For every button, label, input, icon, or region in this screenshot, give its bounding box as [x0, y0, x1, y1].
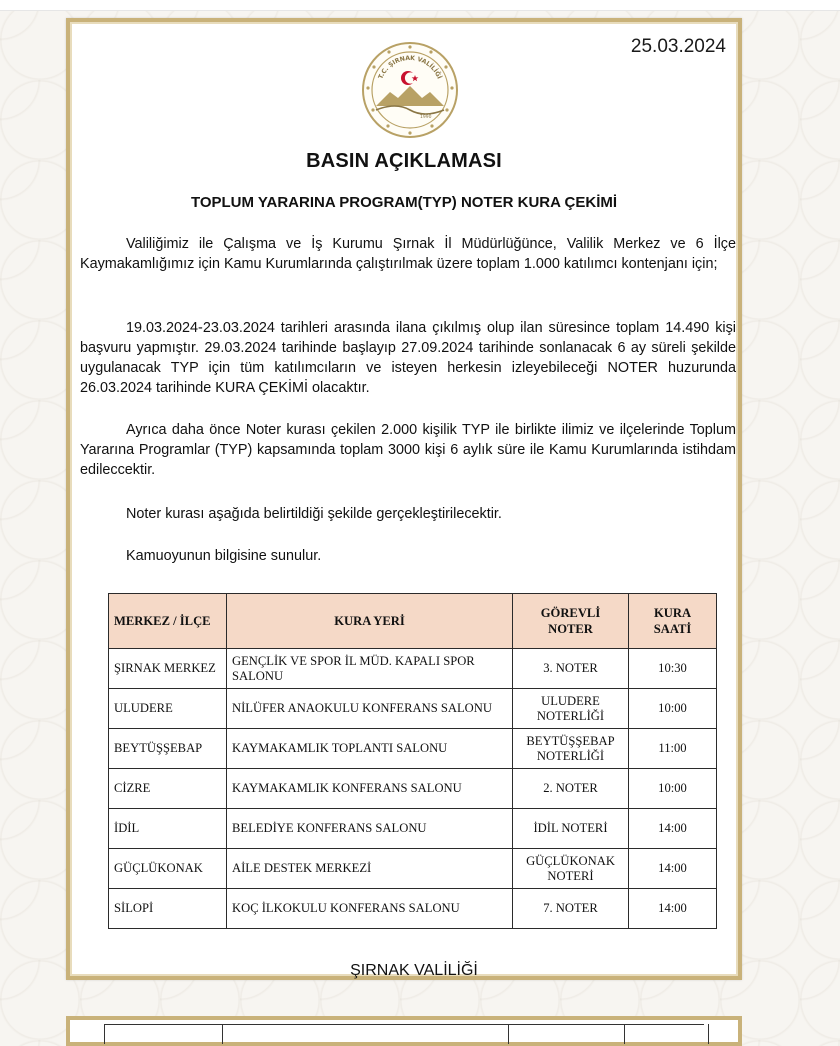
cell-location: NİLÜFER ANAOKULU KONFERANS SALONU	[227, 689, 513, 729]
cell-time: 11:00	[629, 729, 717, 769]
cell-location: BELEDİYE KONFERANS SALONU	[227, 809, 513, 849]
cell-time: 10:00	[629, 689, 717, 729]
table-row	[109, 809, 717, 849]
cell-location: KAYMAKAMLIK TOPLANTI SALONU	[227, 729, 513, 769]
press-release-document	[66, 18, 742, 980]
cell-district: ŞIRNAK MERKEZ	[109, 649, 227, 689]
lottery-schedule-table	[108, 593, 717, 929]
table-row	[109, 729, 717, 769]
cell-district: SİLOPİ	[109, 889, 227, 929]
table-row	[109, 769, 717, 809]
cell-district: CİZRE	[109, 769, 227, 809]
paragraph-previous-lottery: Ayrıca daha önce Noter kurası çekilen 2.000 kişilik TYP ile birlikte ilimiz ve ilçelerinde Toplum Yararına Programlar (TYP) kapsamında toplam 3000 kişi 6 aylık süre ile Kamu Kurumlarında istihdam edileccektir.	[80, 422, 736, 478]
browser-top-bar	[0, 0, 840, 11]
table-row	[109, 649, 717, 689]
cell-location: KAYMAKAMLIK KONFERANS SALONU	[227, 769, 513, 809]
cell-time: 10:30	[629, 649, 717, 689]
table-row	[109, 849, 717, 889]
cell-notary: ULUDERE NOTERLİĞİ	[513, 689, 629, 729]
cell-time: 14:00	[629, 809, 717, 849]
seal-year: 1990	[420, 115, 432, 120]
table-row	[109, 889, 717, 929]
cell-district: BEYTÜŞŞEBAP	[109, 729, 227, 769]
paragraph-lottery-schedule-intro: Noter kurası aşağıda belirtildiği şekilde gerçekleştirilecektir.	[126, 506, 502, 522]
cell-notary: İDİL NOTERİ	[513, 809, 629, 849]
header-district: MERKEZ / İLÇE	[109, 594, 227, 649]
table-row	[109, 689, 717, 729]
document-title: BASIN AÇIKLAMASI	[306, 150, 502, 172]
paragraph-application-dates: 19.03.2024-23.03.2024 tarihleri arasında ilana çıkılmış olup ilan süresince toplam 14.490 kişi başvuru yapmıştır. 29.03.2024 tarihinde başlayıp 27.09.2024 tarihinde sonlanacak 6 ay süreli şekilde uygulanacak TYP için tüm katılımcıların ve isteyen herkesin izleyebileceği NOTER huzurunda 26.03.2024 tarihinde KURA ÇEKİMİ olacaktır.	[80, 320, 736, 396]
cell-notary: 7. NOTER	[513, 889, 629, 929]
cell-time: 10:00	[629, 769, 717, 809]
next-page-preview	[66, 1016, 742, 1046]
document-date: 25.03.2024	[630, 36, 726, 57]
document-signature: ŞIRNAK VALİLİĞİ	[350, 962, 478, 979]
cell-district: GÜÇLÜKONAK	[109, 849, 227, 889]
cell-district: ULUDERE	[109, 689, 227, 729]
header-lottery-location: KURA YERİ	[227, 594, 513, 649]
cell-notary: 3. NOTER	[513, 649, 629, 689]
table-header-row	[109, 594, 717, 649]
paragraph-intro: Valiliğimiz ile Çalışma ve İş Kurumu Şırnak İl Müdürlüğünce, Valilik Merkez ve 6 İlçe Kaymakamlığımız için Kamu Kurumlarında çalıştırılmak üzere toplam 1.000 katılımcı kontenjanı için;	[80, 236, 736, 272]
cell-location: KOÇ İLKOKULU KONFERANS SALONU	[227, 889, 513, 929]
header-lottery-time: KURA SAATİ	[629, 594, 717, 649]
cell-notary: 2. NOTER	[513, 769, 629, 809]
cell-district: İDİL	[109, 809, 227, 849]
cell-location: GENÇLİK VE SPOR İL MÜD. KAPALI SPOR SALONU	[227, 649, 513, 689]
sirnak-governorship-seal-icon	[360, 40, 460, 140]
cell-notary: BEYTÜŞŞEBAP NOTERLİĞİ	[513, 729, 629, 769]
document-subtitle: TOPLUM YARARINA PROGRAM(TYP) NOTER KURA ÇEKİMİ	[190, 194, 618, 211]
cell-time: 14:00	[629, 849, 717, 889]
cell-time: 14:00	[629, 889, 717, 929]
cell-location: AİLE DESTEK MERKEZİ	[227, 849, 513, 889]
paragraph-public-notice: Kamuoyunun bilgisine sunulur.	[126, 548, 322, 564]
cell-notary: GÜÇLÜKONAK NOTERİ	[513, 849, 629, 889]
seal-text: T.C. ŞIRNAK VALİLİĞİ	[377, 54, 443, 81]
header-notary: GÖREVLİ NOTER	[513, 594, 629, 649]
